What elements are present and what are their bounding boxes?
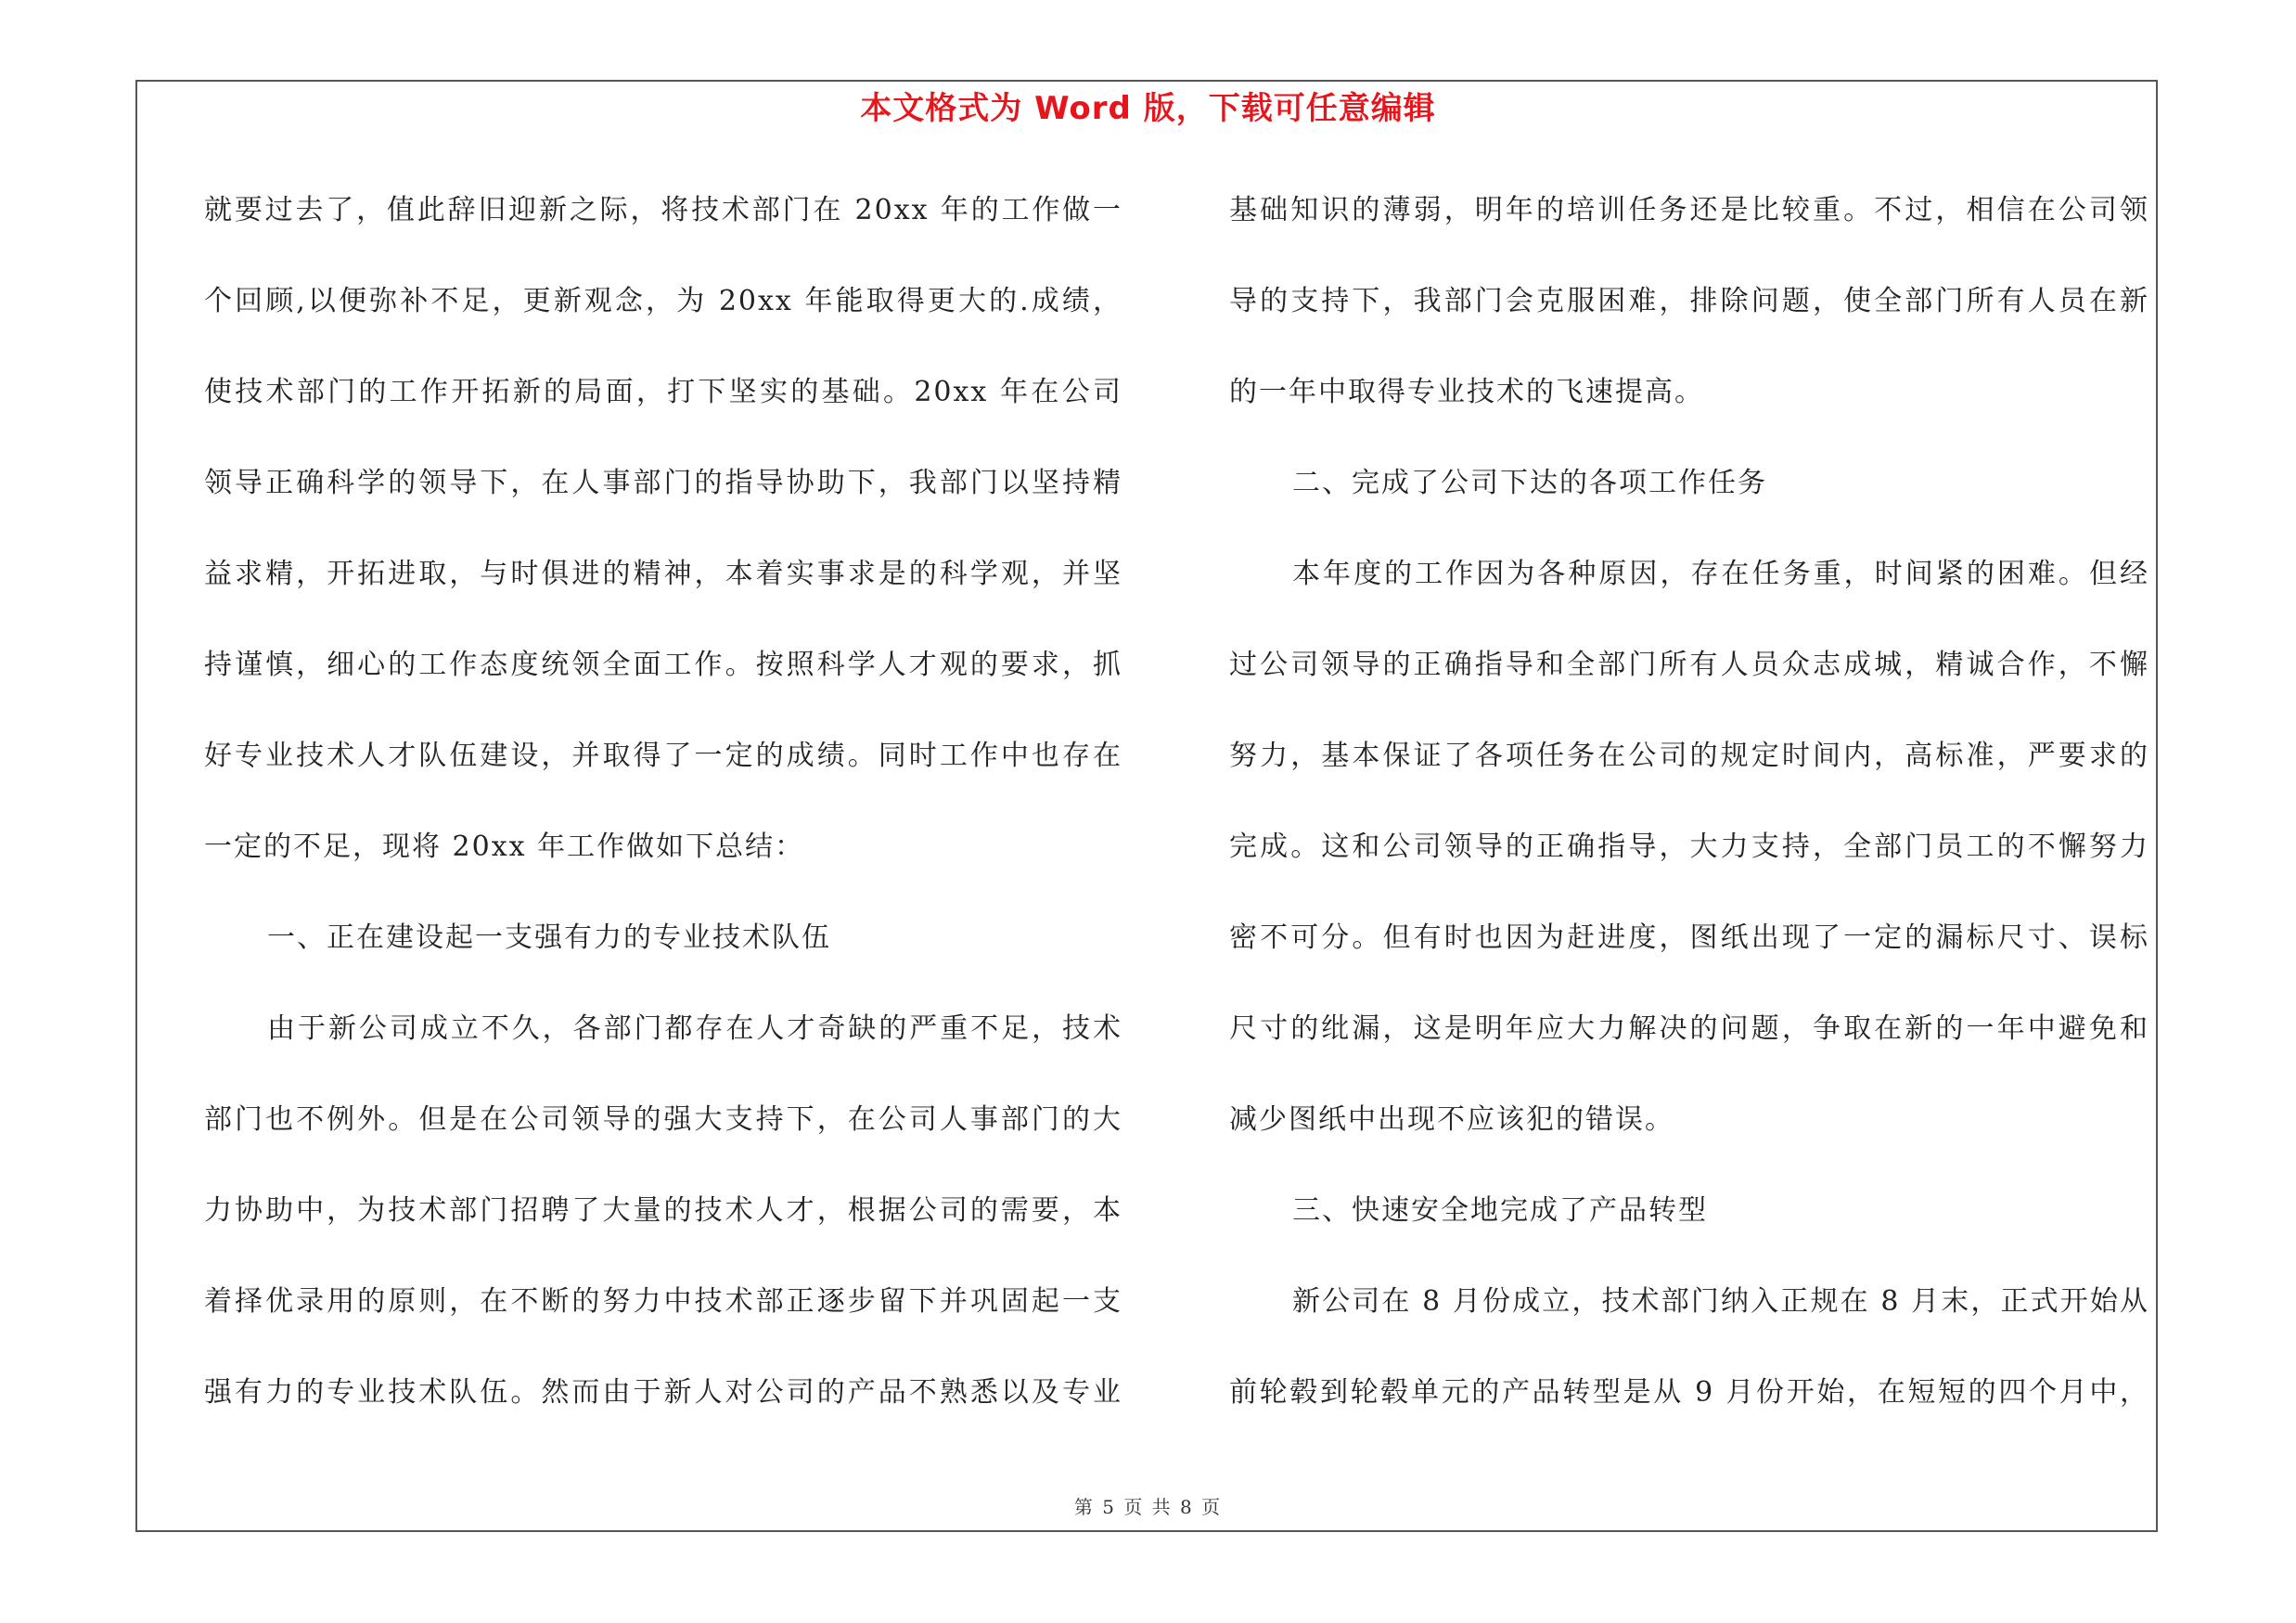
text-line: 努力，基本保证了各项任务在公司的规定时间内，高标准，严要求的	[1229, 740, 2149, 772]
text-line: 力协助中，为技术部门招聘了大量的技术人才，根据公司的需要，本	[204, 1194, 1122, 1227]
text-line: 强有力的专业技术队伍。然而由于新人对公司的产品不熟悉以及专业	[204, 1376, 1122, 1409]
page-number: 第 5 页 共 8 页	[1073, 1496, 1223, 1518]
text-line: 减少图纸中出现不应该犯的错误。	[1229, 1103, 1674, 1136]
format-notice: 本文格式为 Word 版，下载可任意编辑	[860, 90, 1436, 127]
text-line: 持谨慎，细心的工作态度统领全面工作。按照科学人才观的要求，抓	[204, 649, 1122, 681]
text-line: 导的支持下，我部门会克服困难，排除问题，使全部门所有人员在新	[1229, 285, 2149, 317]
text-line: 使技术部门的工作开拓新的局面，打下坚实的基础。20xx 年在公司	[204, 376, 1122, 408]
text-line: 好专业技术人才队伍建设，并取得了一定的成绩。同时工作中也存在	[204, 740, 1122, 772]
text-line: 完成。这和公司领导的正确指导，大力支持，全部门员工的不懈努力	[1229, 831, 2149, 863]
text-line: 个回顾,以便弥补不足，更新观念，为 20xx 年能取得更大的.成绩，	[204, 285, 1122, 317]
text-line: 就要过去了，值此辞旧迎新之际，将技术部门在 20xx 年的工作做一	[204, 194, 1122, 226]
text-line: 由于新公司成立不久，各部门都存在人才奇缺的严重不足，技术	[267, 1012, 1122, 1045]
text-line: 益求精，开拓进取，与时俱进的精神，本着实事求是的科学观，并坚	[204, 558, 1122, 590]
text-line: 着择优录用的原则，在不断的努力中技术部正逐步留下并巩固起一支	[204, 1285, 1122, 1318]
left-text-column	[204, 184, 1122, 1457]
text-line: 基础知识的薄弱，明年的培训任务还是比较重。不过，相信在公司领	[1229, 194, 2149, 226]
section-heading: 一、正在建设起一支强有力的专业技术队伍	[267, 921, 831, 954]
text-line: 新公司在 8 月份成立，技术部门纳入正规在 8 月末，正式开始从	[1292, 1285, 2149, 1318]
text-line: 过公司领导的正确指导和全部门所有人员众志成城，精诚合作，不懈	[1229, 649, 2149, 681]
text-line: 尺寸的纰漏，这是明年应大力解决的问题，争取在新的一年中避免和	[1229, 1012, 2149, 1045]
text-line: 前轮毂到轮毂单元的产品转型是从 9 月份开始，在短短的四个月中，	[1229, 1376, 2149, 1409]
text-line: 的一年中取得专业技术的飞速提高。	[1229, 376, 1704, 408]
text-line: 一定的不足，现将 20xx 年工作做如下总结：	[204, 831, 805, 863]
text-line: 领导正确科学的领导下，在人事部门的指导协助下，我部门以坚持精	[204, 467, 1122, 499]
right-text-column	[1229, 184, 2149, 1457]
text-line: 密不可分。但有时也因为赶进度，图纸出现了一定的漏标尺寸、误标	[1229, 921, 2149, 954]
text-line: 本年度的工作因为各种原因，存在任务重，时间紧的困难。但经	[1292, 558, 2149, 590]
section-heading: 三、快速安全地完成了产品转型	[1292, 1194, 1708, 1227]
text-line: 部门也不例外。但是在公司领导的强大支持下，在公司人事部门的大	[204, 1103, 1122, 1136]
section-heading: 二、完成了公司下达的各项工作任务	[1292, 467, 1767, 499]
